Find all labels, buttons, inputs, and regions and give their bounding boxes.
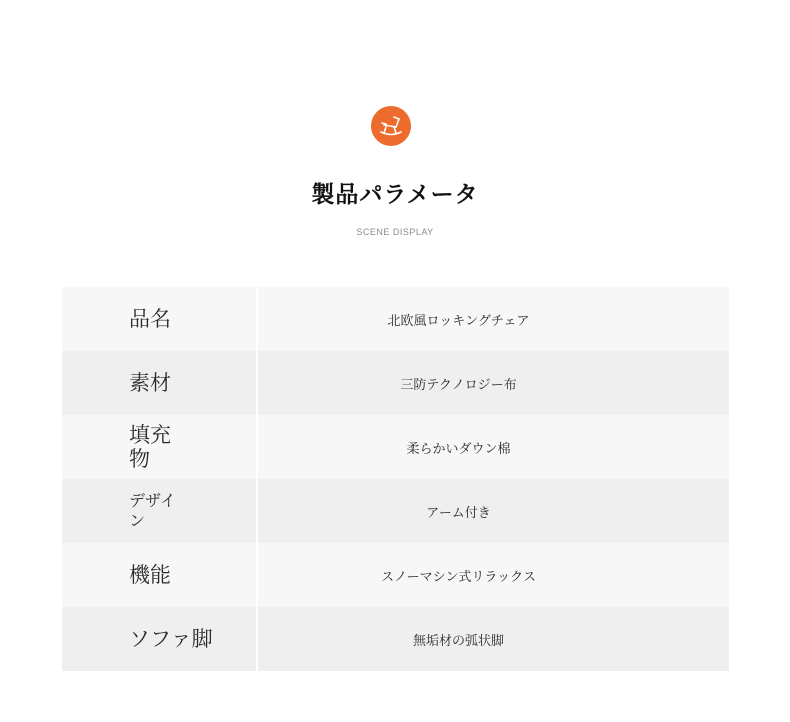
param-value: スノーマシン式リラックス — [381, 569, 536, 585]
table-row — [62, 351, 729, 415]
rocking-chair-icon — [378, 113, 404, 139]
table-row — [62, 543, 729, 607]
table-row — [62, 479, 729, 543]
table-row — [62, 607, 729, 671]
param-label: ソファ脚 — [129, 627, 213, 651]
param-label: 素材 — [129, 371, 171, 395]
param-label-cell — [62, 287, 258, 351]
parameter-table — [62, 287, 729, 671]
param-label: 機能 — [129, 563, 171, 587]
param-value: 柔らかいダウン棉 — [406, 441, 511, 457]
table-row — [62, 287, 729, 351]
param-label: デザイン — [129, 491, 176, 530]
page-title: 製品パラメータ — [311, 182, 479, 208]
param-label-cell — [62, 607, 258, 671]
param-value: アーム付き — [426, 505, 491, 521]
table-row — [62, 415, 729, 479]
page-subtitle: SCENE DISPLAY — [356, 227, 434, 237]
param-label-cell — [62, 479, 258, 543]
param-label-cell — [62, 415, 258, 479]
brand-logo — [371, 106, 411, 146]
param-value: 三防テクノロジー布 — [400, 377, 517, 393]
param-label: 品名 — [129, 307, 171, 331]
param-value: 無垢材の弧状脚 — [412, 633, 504, 649]
param-label-cell — [62, 543, 258, 607]
param-label-cell — [62, 351, 258, 415]
param-value: 北欧風ロッキングチェア — [387, 313, 530, 329]
param-label: 填充物 — [129, 423, 171, 471]
